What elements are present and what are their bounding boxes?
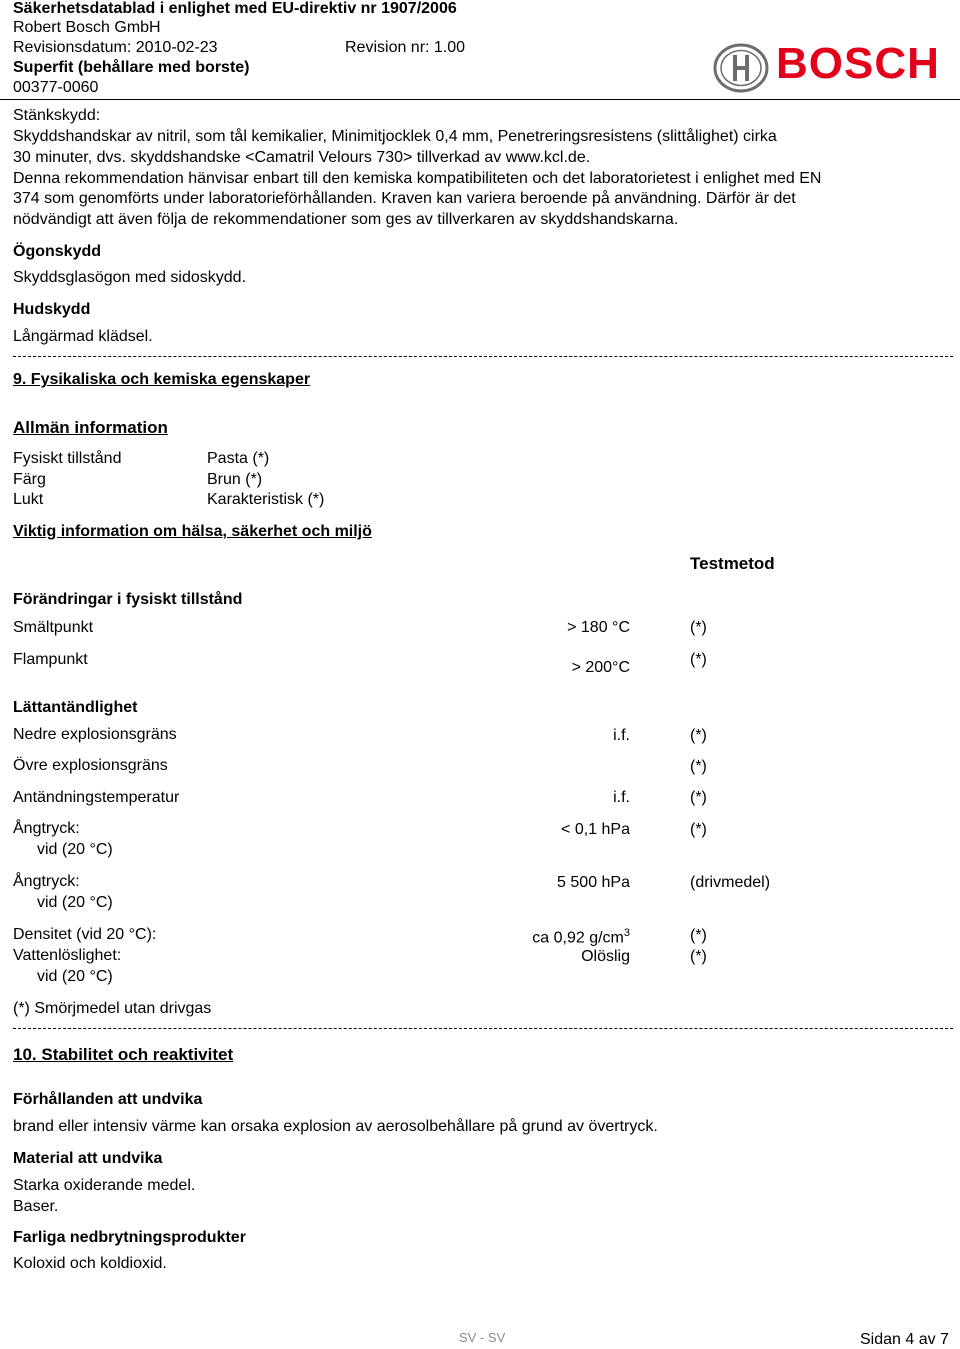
melting-point-method: (*) (690, 619, 707, 636)
lower-explosion-label: Nedre explosionsgräns (13, 726, 177, 743)
decomposition-text: Koloxid och koldioxid. (13, 1255, 167, 1272)
revision-date: Revisionsdatum: 2010-02-23 (13, 39, 218, 56)
header-divider (0, 99, 960, 100)
test-method-heading: Testmetod (690, 554, 775, 573)
state-change-heading: Förändringar i fysiskt tillstånd (13, 591, 243, 608)
solubility-value: Olöslig (581, 948, 630, 965)
bosch-armature-logo-icon (712, 42, 770, 94)
flash-point-method: (*) (690, 651, 707, 668)
density-unit-exponent: 3 (623, 927, 630, 939)
odor-label: Lukt (13, 491, 44, 508)
footnote: (*) Smörjmedel utan drivgas (13, 1000, 212, 1017)
vapor-pressure-method: (*) (690, 821, 707, 838)
ignition-temp-value: i.f. (613, 789, 630, 806)
footer-language: SV - SV (459, 1330, 506, 1345)
health-safety-heading: Viktig information om hälsa, säkerhet och miljö (13, 523, 372, 540)
vapor-pressure-label: Ångtryck: (13, 820, 80, 837)
vapor-pressure-condition: vid (20 °C) (37, 894, 113, 911)
conditions-text: brand eller intensiv värme kan orsaka explosion av aerosolbehållare på grund av övertryck. (13, 1118, 658, 1135)
splash-line: Skyddshandskar av nitril, som tål kemikalier, Minimitjocklek 0,4 mm, Penetreringsresistens (slittålighet) cirka (13, 128, 777, 145)
physical-state-value: Pasta (*) (207, 450, 270, 467)
materials-line: Starka oxiderande medel. (13, 1177, 196, 1194)
skin-protection-heading: Hudskydd (13, 301, 91, 318)
upper-explosion-label: Övre explosionsgräns (13, 757, 168, 774)
melting-point-label: Smältpunkt (13, 619, 94, 636)
eye-protection-text: Skyddsglasögon med sidoskydd. (13, 269, 247, 286)
vapor-pressure-value: 5 500 hPa (557, 874, 630, 891)
vapor-pressure-condition: vid (20 °C) (37, 841, 113, 858)
eye-protection-heading: Ögonskydd (13, 243, 102, 260)
document-title: Säkerhetsdatablad i enlighet med EU-direktiv nr 1907/2006 (13, 0, 457, 17)
skin-protection-text: Långärmad klädsel. (13, 328, 153, 345)
materials-line: Baser. (13, 1198, 59, 1215)
bosch-logo-text: BOSCH (776, 39, 940, 88)
solubility-label: Vattenlöslighet: (13, 947, 122, 964)
solubility-condition: vid (20 °C) (37, 968, 113, 985)
solubility-method: (*) (690, 948, 707, 965)
melting-point-value: > 180 °C (567, 619, 630, 636)
vapor-pressure-value: < 0,1 hPa (561, 821, 630, 838)
ignition-temp-method: (*) (690, 789, 707, 806)
company-name: Robert Bosch GmbH (13, 19, 161, 36)
vapor-pressure-label: Ångtryck: (13, 873, 80, 890)
footer-page-number: Sidan 4 av 7 (860, 1331, 949, 1348)
section-divider (13, 356, 953, 357)
general-info-heading: Allmän information (13, 418, 168, 437)
product-code: 00377-0060 (13, 79, 99, 96)
density-method: (*) (690, 927, 707, 944)
materials-heading: Material att undvika (13, 1150, 163, 1167)
section-9-title: 9. Fysikaliska och kemiska egenskaper (13, 371, 311, 388)
density-label: Densitet (vid 20 °C): (13, 926, 157, 943)
odor-value: Karakteristisk (*) (207, 491, 325, 508)
ignition-temp-label: Antändningstemperatur (13, 789, 180, 806)
color-label: Färg (13, 471, 46, 488)
splash-protection-heading: Stänkskydd: (13, 107, 101, 124)
section-10-title: 10. Stabilitet och reaktivitet (13, 1045, 234, 1064)
revision-number: Revision nr: 1.00 (345, 39, 466, 56)
density-number: ca 0,92 g/cm (532, 929, 624, 947)
color-value: Brun (*) (207, 471, 263, 488)
splash-line: 374 som genomförts under laboratorieförhållanden. Kraven kan variera beroende på användning. Därför är det (13, 190, 796, 207)
splash-line: Denna rekommendation hänvisar enbart till den kemiska kompatibiliteten och det laboratorietest i enlighet med EN (13, 170, 822, 187)
product-name: Superfit (behållare med borste) (13, 59, 250, 76)
upper-explosion-method: (*) (690, 758, 707, 775)
flash-point-value: > 200°C (571, 659, 630, 676)
conditions-heading: Förhållanden att undvika (13, 1091, 203, 1108)
density-value (430, 927, 630, 948)
lower-explosion-value: i.f. (613, 727, 630, 744)
splash-line: 30 minuter, dvs. skyddshandske <Camatril Velours 730> tillverkad av www.kcl.de. (13, 149, 591, 166)
section-divider (13, 1028, 953, 1029)
lower-explosion-method: (*) (690, 727, 707, 744)
flash-point-label: Flampunkt (13, 651, 88, 668)
splash-line: nödvändigt att även följa de rekommendationer som ges av tillverkaren av skyddshandskarna. (13, 211, 679, 228)
decomposition-heading: Farliga nedbrytningsprodukter (13, 1229, 246, 1246)
vapor-pressure-method: (drivmedel) (690, 874, 771, 891)
flammability-heading: Lättantändlighet (13, 699, 138, 716)
physical-state-label: Fysiskt tillstånd (13, 450, 122, 467)
